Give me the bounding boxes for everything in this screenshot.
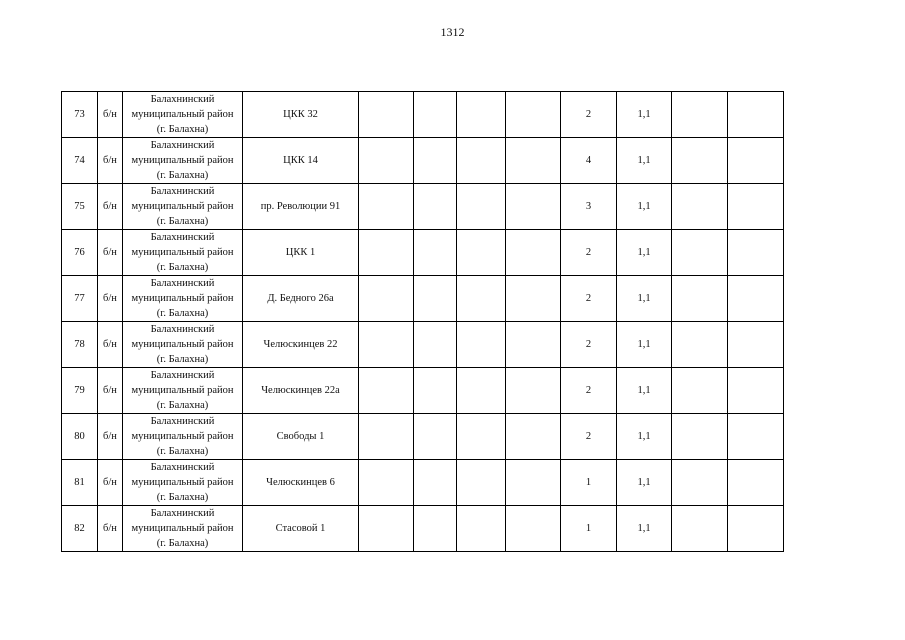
empty-cell: [414, 276, 457, 322]
value-cell: 1,1: [617, 414, 672, 460]
empty-cell: [728, 460, 784, 506]
empty-cell: [359, 92, 414, 138]
empty-cell: [414, 322, 457, 368]
table-row: [62, 138, 784, 184]
empty-cell: [728, 138, 784, 184]
empty-cell: [414, 230, 457, 276]
row-number-cell: 73: [62, 92, 98, 138]
empty-cell: [414, 368, 457, 414]
empty-cell: [506, 322, 561, 368]
district-text: Балахнинский муниципальный район (г. Балахна): [131, 278, 234, 319]
count-cell: 1: [561, 460, 617, 506]
empty-cell: [457, 322, 506, 368]
cadastral-number-cell: б/н: [98, 276, 123, 322]
empty-cell: [672, 184, 728, 230]
cadastral-number-cell: б/н: [98, 184, 123, 230]
table-row: [62, 368, 784, 414]
value-cell: 1,1: [617, 276, 672, 322]
empty-cell: [672, 322, 728, 368]
district-text: Балахнинский муниципальный район (г. Балахна): [131, 508, 234, 549]
row-number-cell: 75: [62, 184, 98, 230]
empty-cell: [506, 506, 561, 552]
value-cell: 1,1: [617, 230, 672, 276]
count-cell: 2: [561, 368, 617, 414]
empty-cell: [359, 184, 414, 230]
address-cell: ЦКК 32: [243, 92, 359, 138]
empty-cell: [359, 276, 414, 322]
empty-cell: [506, 230, 561, 276]
data-table: [61, 91, 784, 552]
value-cell: 1,1: [617, 92, 672, 138]
empty-cell: [457, 184, 506, 230]
district-text: Балахнинский муниципальный район (г. Балахна): [131, 186, 234, 227]
empty-cell: [414, 184, 457, 230]
count-cell: 2: [561, 276, 617, 322]
empty-cell: [506, 276, 561, 322]
count-cell: 2: [561, 92, 617, 138]
count-cell: 2: [561, 230, 617, 276]
count-cell: 2: [561, 414, 617, 460]
count-cell: 2: [561, 322, 617, 368]
empty-cell: [506, 184, 561, 230]
empty-cell: [359, 414, 414, 460]
table-row: [62, 506, 784, 552]
value-cell: 1,1: [617, 506, 672, 552]
district-cell: [123, 506, 243, 552]
empty-cell: [672, 414, 728, 460]
empty-cell: [728, 414, 784, 460]
district-text: Балахнинский муниципальный район (г. Балахна): [131, 324, 234, 365]
address-cell: Д. Бедного 26а: [243, 276, 359, 322]
table-row: [62, 414, 784, 460]
address-cell: пр. Революции 91: [243, 184, 359, 230]
district-cell: [123, 322, 243, 368]
district-cell: [123, 184, 243, 230]
empty-cell: [414, 506, 457, 552]
cadastral-number-cell: б/н: [98, 322, 123, 368]
address-cell: Челюскинцев 22: [243, 322, 359, 368]
empty-cell: [359, 506, 414, 552]
empty-cell: [457, 230, 506, 276]
district-text: Балахнинский муниципальный район (г. Балахна): [131, 462, 234, 503]
table-row: [62, 276, 784, 322]
district-cell: [123, 460, 243, 506]
empty-cell: [728, 368, 784, 414]
district-text: Балахнинский муниципальный район (г. Балахна): [131, 232, 234, 273]
empty-cell: [728, 92, 784, 138]
empty-cell: [506, 460, 561, 506]
district-cell: [123, 276, 243, 322]
address-cell: ЦКК 14: [243, 138, 359, 184]
district-text: Балахнинский муниципальный район (г. Балахна): [131, 370, 234, 411]
district-cell: [123, 414, 243, 460]
row-number-cell: 80: [62, 414, 98, 460]
row-number-cell: 81: [62, 460, 98, 506]
address-cell: Челюскинцев 22а: [243, 368, 359, 414]
empty-cell: [672, 506, 728, 552]
empty-cell: [506, 92, 561, 138]
cadastral-number-cell: б/н: [98, 460, 123, 506]
empty-cell: [506, 138, 561, 184]
address-cell: ЦКК 1: [243, 230, 359, 276]
empty-cell: [414, 138, 457, 184]
empty-cell: [359, 368, 414, 414]
empty-cell: [672, 230, 728, 276]
row-number-cell: 76: [62, 230, 98, 276]
cadastral-number-cell: б/н: [98, 230, 123, 276]
empty-cell: [506, 368, 561, 414]
empty-cell: [728, 230, 784, 276]
district-cell: [123, 138, 243, 184]
value-cell: 1,1: [617, 184, 672, 230]
district-text: Балахнинский муниципальный район (г. Балахна): [131, 94, 234, 135]
district-cell: [123, 368, 243, 414]
empty-cell: [728, 184, 784, 230]
value-cell: 1,1: [617, 322, 672, 368]
empty-cell: [728, 322, 784, 368]
table-row: [62, 322, 784, 368]
value-cell: 1,1: [617, 138, 672, 184]
empty-cell: [359, 138, 414, 184]
empty-cell: [457, 506, 506, 552]
address-cell: Свободы 1: [243, 414, 359, 460]
count-cell: 1: [561, 506, 617, 552]
district-cell: [123, 92, 243, 138]
district-cell: [123, 230, 243, 276]
value-cell: 1,1: [617, 460, 672, 506]
table-row: [62, 230, 784, 276]
table-row: [62, 184, 784, 230]
empty-cell: [672, 138, 728, 184]
empty-cell: [457, 138, 506, 184]
address-cell: Челюскинцев 6: [243, 460, 359, 506]
row-number-cell: 78: [62, 322, 98, 368]
empty-cell: [359, 322, 414, 368]
cadastral-number-cell: б/н: [98, 92, 123, 138]
empty-cell: [672, 92, 728, 138]
table-row: [62, 460, 784, 506]
empty-cell: [457, 92, 506, 138]
empty-cell: [457, 368, 506, 414]
value-cell: 1,1: [617, 368, 672, 414]
row-number-cell: 82: [62, 506, 98, 552]
empty-cell: [728, 276, 784, 322]
district-text: Балахнинский муниципальный район (г. Балахна): [131, 140, 234, 181]
empty-cell: [414, 414, 457, 460]
row-number-cell: 79: [62, 368, 98, 414]
cadastral-number-cell: б/н: [98, 414, 123, 460]
empty-cell: [414, 460, 457, 506]
empty-cell: [506, 414, 561, 460]
empty-cell: [359, 460, 414, 506]
count-cell: 4: [561, 138, 617, 184]
empty-cell: [457, 414, 506, 460]
empty-cell: [414, 92, 457, 138]
address-cell: Стасовой 1: [243, 506, 359, 552]
row-number-cell: 74: [62, 138, 98, 184]
cadastral-number-cell: б/н: [98, 506, 123, 552]
empty-cell: [672, 276, 728, 322]
row-number-cell: 77: [62, 276, 98, 322]
empty-cell: [672, 460, 728, 506]
empty-cell: [728, 506, 784, 552]
cadastral-number-cell: б/н: [98, 368, 123, 414]
empty-cell: [672, 368, 728, 414]
table-body: [62, 92, 784, 552]
empty-cell: [457, 460, 506, 506]
count-cell: 3: [561, 184, 617, 230]
empty-cell: [359, 230, 414, 276]
cadastral-number-cell: б/н: [98, 138, 123, 184]
page-number: 1312: [440, 25, 465, 39]
empty-cell: [457, 276, 506, 322]
district-text: Балахнинский муниципальный район (г. Балахна): [131, 416, 234, 457]
table-row: [62, 92, 784, 138]
